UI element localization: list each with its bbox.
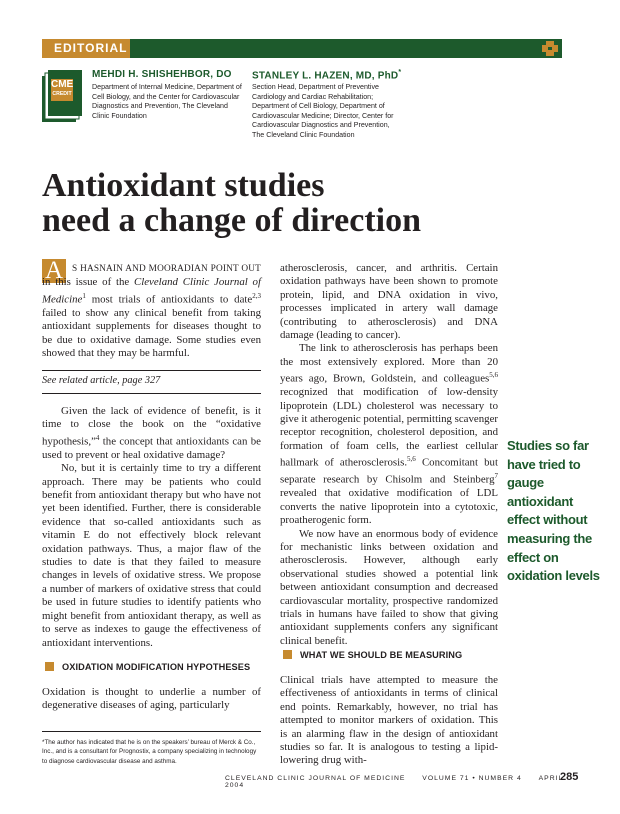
author-2-name-text: STANLEY L. HAZEN, MD, PhD: [252, 70, 399, 82]
see-related-article: See related article, page 327: [42, 375, 161, 386]
intro-text: in this issue of the: [42, 276, 134, 289]
footer-journal: CLEVELAND CLINIC JOURNAL OF MEDICINE: [225, 775, 406, 782]
credit-label: CREDIT: [52, 91, 72, 97]
paragraph-4: Oxidation is thought to underlie a number of degenerative diseases of aging, particularly: [42, 686, 261, 712]
author-2-footnote-mark: *: [398, 69, 402, 76]
heading-square-icon: [283, 650, 292, 659]
author-2-affiliation: Section Head, Department of Preventive Cardiology and Cardiac Rehabilitation; Department of Cell Biology, Department of Cardiovascular Medicine; Director, Center for Cardiovascular Diagnostics and Prevention, The Cleveland Clinic Foundation: [252, 83, 394, 139]
author-2-name: [252, 69, 401, 81]
col2-p2-d: revealed that oxidative modification of LDL converts the native lipoprotein into a cytotoxic, proatherogenic form.: [280, 487, 498, 527]
footer-date: APRIL 2004: [225, 775, 564, 789]
article-title: [42, 168, 562, 238]
ref-5-6b: 5,6: [407, 455, 416, 464]
divider-top: [42, 370, 261, 371]
p2-text-a: Given the lack of evidence of benefit, is it time to close the book on the “oxidative hypothesis,”: [42, 405, 261, 448]
section-heading-1: [45, 662, 250, 672]
heading-2-text: WHAT WE SHOULD BE MEASURING: [300, 650, 463, 660]
col2-p2-c: Concomitant but separate research by Chisolm and Steinberg: [280, 456, 498, 486]
cross-logo-icon: [538, 39, 562, 58]
ref-4: 4: [95, 433, 100, 442]
page-number: 285: [560, 771, 579, 783]
heading-square-icon: [45, 662, 54, 671]
paragraph-3: No, but it is certainly time to try a different approach. There may be patients who could benefit from antioxidant therapy but who have not yet been identified. Further, there is considerable evidence that so-called antioxidants such as vitamin E do not effectively block relevant oxidation pathways. Thus, a major flaw of the studies to date is that they failed to measure changes in levels of oxidative stress. We propose a number of markers of oxidative stress that could be used in future studies to identify patients who might benefit from antioxidant therapy, as well as to serve as indexes to gauge the effectiveness of antioxidant interventions.: [42, 462, 261, 649]
col2-paragraph-1: atherosclerosis, cancer, and arthritis. Certain oxidation pathways have been shown to promote protein, lipid, and DNA oxidation in vivo, processes implicated in artery wall damage (contributing to atherosclerosis) and DNA damage (leading to cancer).: [280, 262, 498, 342]
column-2: [280, 262, 498, 648]
footnote-divider: [42, 731, 261, 732]
col2-p2-b: recognized that modification of low-density lipoprotein (LDL) cholesterol was necessary to give it atherogenic potential, permitting scavenger receptor recognition, cholesterol deposition, and formation of foam cells, the earliest cellular hallmark of atherosclerosis.: [280, 386, 499, 469]
title-line-2: need a change of direction: [42, 202, 422, 239]
ref-7: 7: [494, 472, 498, 481]
section-heading-2: [283, 650, 462, 660]
col2-paragraph-2: [280, 342, 498, 527]
col2-p2-a: The link to atherosclerosis has perhaps been the most extensively explored. More than 20 years ago, Brown, Goldstein, and colleagues: [280, 342, 498, 385]
author-1-name: MEHDI H. SHISHEHBOR, DO: [92, 69, 232, 80]
cme-label: CME: [51, 79, 74, 90]
col2-paragraph-4: Clinical trials have attempted to measure the effectiveness of antioxidants in terms of clinical end points. Remarkably, however, no trial has attempted to monitor markers of oxidation. This is an alarming flaw in the design of antioxidant studies so far. It is analogous to testing a lipid-lowering drug with-: [280, 674, 498, 767]
intro-paragraph: [42, 262, 261, 360]
pull-quote: Studies so far have tried to gauge antioxidant effect without measuring the effect on oxidation levels: [507, 438, 600, 584]
ref-2-3: 2,3: [252, 291, 261, 300]
ref-1: 1: [82, 291, 86, 300]
author-1-affiliation: Department of Internal Medicine, Department of Cell Biology, and the Center for Cardiovascular Diagnostics and Prevention, The Cleveland Clinic Foundation: [92, 83, 242, 120]
intro-end: failed to show any clinical benefit from taking antioxidant supplements for diseases thought to be due to oxidative damage. Some studies even showed that they may be harmful.: [42, 306, 261, 360]
title-line-1: Antioxidant studies: [42, 167, 325, 204]
footnote: *The author has indicated that he is on the speakers’ bureau of Merck & Co., Inc., and is a consultant for Prognostix, a company specializing in technology to diagnose cardiovascular disease and asthma.: [42, 739, 257, 765]
section-label: EDITORIAL: [42, 39, 130, 58]
divider-bottom: [42, 393, 261, 394]
page-footer: [225, 775, 585, 789]
journal-name: Cleveland Clinic Journal of Medicine: [42, 276, 261, 306]
footer-volume: VOLUME 71 • NUMBER 4: [422, 775, 522, 782]
intro-smallcaps: S HASNAIN AND MOORADIAN POINT OUT: [72, 264, 261, 274]
paragraph-2: [42, 405, 261, 650]
col2-paragraph-3: We now have an enormous body of evidence for mechanistic links between oxidation and atherosclerosis. However, although early observational studies showed a potential link between antioxidant consumption and decreased cardiovascular mortality, prospective randomized trials in humans have failed to show that giving antioxidant supplements confers any significant clinical benefit.: [280, 527, 498, 647]
intro-tail: most trials of antioxidants to date: [85, 293, 253, 306]
p2-text-b: the concept that antioxidants can be used to prevent or heal oxidative damage?: [42, 435, 261, 461]
drop-cap: A: [42, 259, 66, 283]
heading-1-text: OXIDATION MODIFICATION HYPOTHESES: [62, 662, 251, 672]
ref-5-6: 5,6: [489, 371, 498, 380]
